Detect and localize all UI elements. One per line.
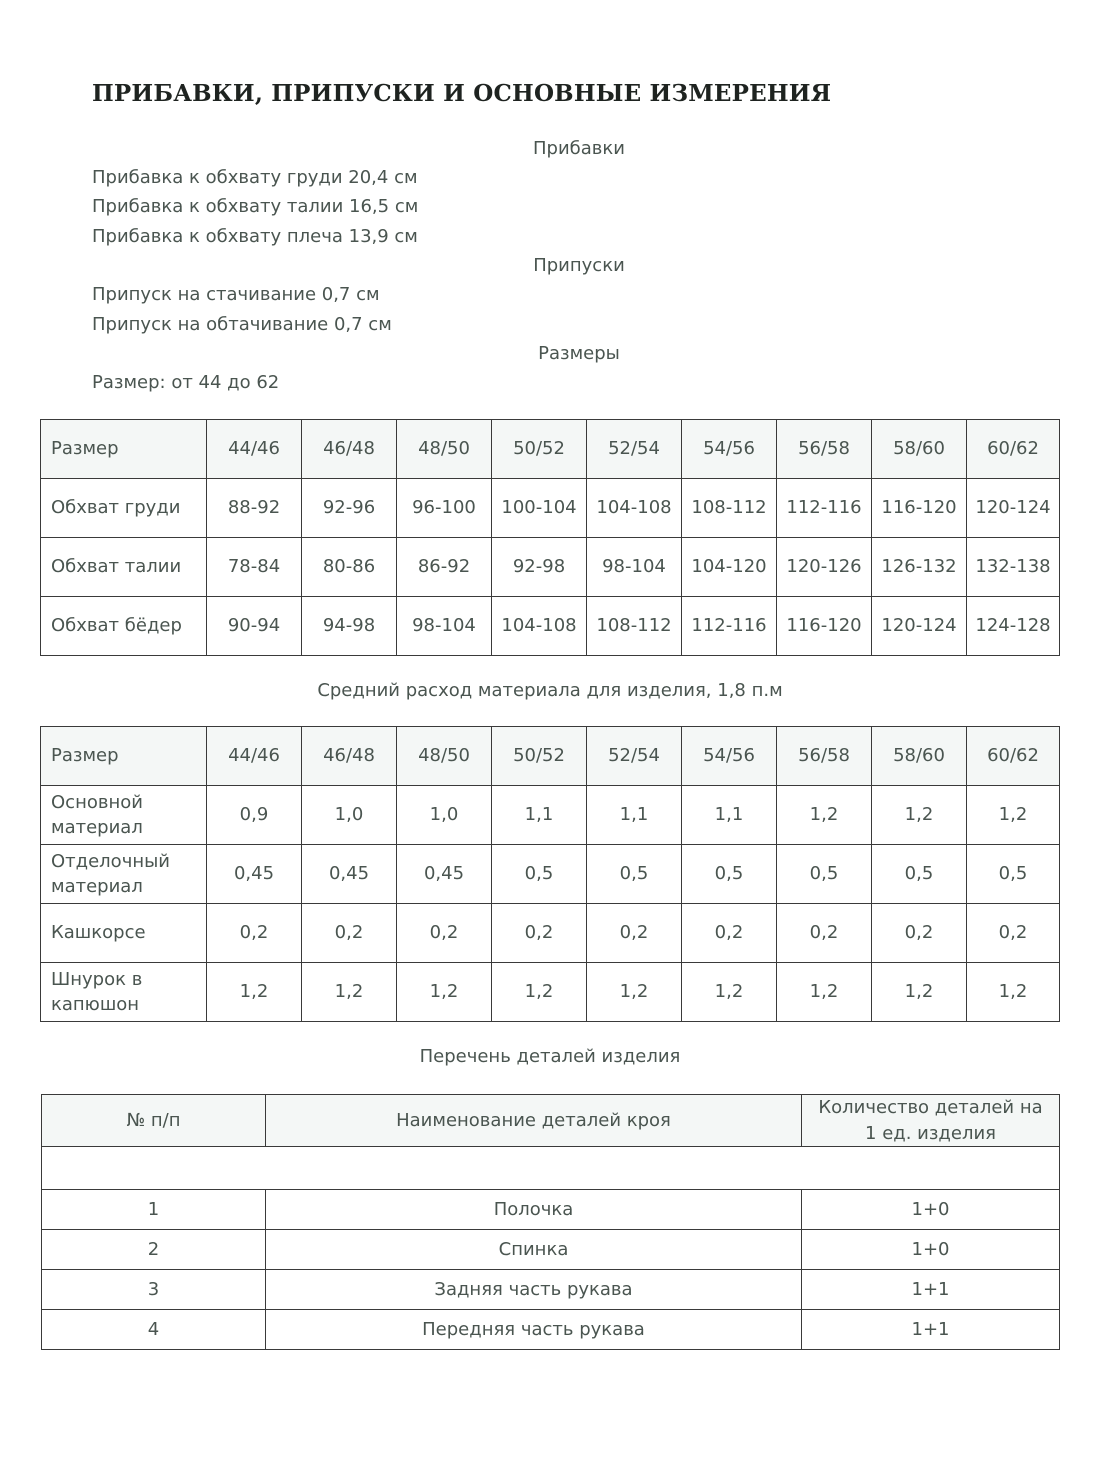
table-cell: 1,2 — [207, 963, 302, 1022]
table-cell: 112-116 — [682, 597, 777, 656]
row-label: Обхват талии — [41, 538, 207, 597]
header-cell: 48/50 — [397, 420, 492, 479]
empty-row — [42, 1147, 1060, 1190]
header-cell: 58/60 — [872, 420, 967, 479]
table-row — [42, 1190, 1060, 1230]
header-cell: 46/48 — [302, 420, 397, 479]
row-label: Отделочный материал — [41, 845, 207, 904]
table-cell: 108-112 — [682, 479, 777, 538]
table-cell: 0,45 — [207, 845, 302, 904]
table-cell: 92-98 — [492, 538, 587, 597]
table-cell: 104-108 — [492, 597, 587, 656]
table-cell: 1,0 — [397, 786, 492, 845]
header-cell: 60/62 — [967, 727, 1060, 786]
table-row — [41, 786, 1060, 845]
seam-allowance-line: Припуск на стачивание 0,7 см — [92, 284, 380, 305]
table-cell: 0,2 — [397, 904, 492, 963]
table-row — [41, 963, 1060, 1022]
header-cell: 50/52 — [492, 420, 587, 479]
header-cell: 46/48 — [302, 727, 397, 786]
table-cell: 4 — [42, 1310, 266, 1350]
table-cell: 0,5 — [967, 845, 1060, 904]
row-label: Обхват бёдер — [41, 597, 207, 656]
table-cell: 78-84 — [207, 538, 302, 597]
table-cell: 90-94 — [207, 597, 302, 656]
header-cell: 60/62 — [967, 420, 1060, 479]
table-cell: 126-132 — [872, 538, 967, 597]
table-cell: 88-92 — [207, 479, 302, 538]
table-cell: 86-92 — [397, 538, 492, 597]
table-cell: 1,2 — [492, 963, 587, 1022]
table-cell: 92-96 — [302, 479, 397, 538]
table-cell: Полочка — [266, 1190, 802, 1230]
allowance-line: Прибавка к обхвату груди 20,4 см — [92, 167, 418, 188]
header-cell: 56/58 — [777, 727, 872, 786]
table-cell: 2 — [42, 1230, 266, 1270]
header-cell: 56/58 — [777, 420, 872, 479]
table-cell: 120-124 — [967, 479, 1060, 538]
header-cell: Размер — [41, 727, 207, 786]
table-cell: 98-104 — [397, 597, 492, 656]
table-cell: 96-100 — [397, 479, 492, 538]
table-cell: 1,2 — [397, 963, 492, 1022]
table-cell: 100-104 — [492, 479, 587, 538]
table-cell: 1,2 — [777, 963, 872, 1022]
table-cell: 120-124 — [872, 597, 967, 656]
page-title: ПРИБАВКИ, ПРИПУСКИ И ОСНОВНЫЕ ИЗМЕРЕНИЯ — [92, 80, 832, 107]
seam-allowances-heading: Припуски — [533, 255, 625, 276]
table-row — [41, 538, 1060, 597]
table-row — [42, 1230, 1060, 1270]
header-cell: № п/п — [42, 1095, 266, 1147]
table-cell: 1,1 — [492, 786, 587, 845]
table-row — [41, 597, 1060, 656]
measurements-table — [40, 419, 1060, 656]
header-cell: 50/52 — [492, 727, 587, 786]
size-range-line: Размер: от 44 до 62 — [92, 372, 280, 393]
table-cell: 0,5 — [872, 845, 967, 904]
table-cell: 0,2 — [682, 904, 777, 963]
table-cell: 80-86 — [302, 538, 397, 597]
table-cell: 1,2 — [682, 963, 777, 1022]
header-cell: 52/54 — [587, 727, 682, 786]
header-cell: 58/60 — [872, 727, 967, 786]
table-cell: 0,2 — [207, 904, 302, 963]
table-cell: 3 — [42, 1270, 266, 1310]
table-cell: 0,2 — [587, 904, 682, 963]
table-cell: 1,1 — [587, 786, 682, 845]
table-cell: 1,2 — [872, 963, 967, 1022]
header-cell: Размер — [41, 420, 207, 479]
table-row — [41, 904, 1060, 963]
table-cell: 1+0 — [802, 1190, 1060, 1230]
table-header-row — [41, 420, 1060, 479]
parts-caption: Перечень деталей изделия — [419, 1046, 681, 1067]
table-cell: 104-108 — [587, 479, 682, 538]
table-cell: 1+0 — [802, 1230, 1060, 1270]
table-cell: 0,45 — [397, 845, 492, 904]
table-cell: 0,5 — [492, 845, 587, 904]
table-cell: 112-116 — [777, 479, 872, 538]
table-cell: 0,2 — [872, 904, 967, 963]
table-cell: 0,2 — [492, 904, 587, 963]
table-cell: Передняя часть рукава — [266, 1310, 802, 1350]
table-cell: 0,5 — [587, 845, 682, 904]
table-cell: 98-104 — [587, 538, 682, 597]
table-cell: 116-120 — [777, 597, 872, 656]
allowance-line: Прибавка к обхвату талии 16,5 см — [92, 196, 419, 217]
table-cell: 1 — [42, 1190, 266, 1230]
table-cell: 0,2 — [302, 904, 397, 963]
row-label: Шнурок в капюшон — [41, 963, 207, 1022]
table-cell: Спинка — [266, 1230, 802, 1270]
table-cell: 116-120 — [872, 479, 967, 538]
allowance-line: Прибавка к обхвату плеча 13,9 см — [92, 226, 418, 247]
table-cell: 132-138 — [967, 538, 1060, 597]
table-header-row — [41, 727, 1060, 786]
table-cell: 1+1 — [802, 1270, 1060, 1310]
empty-cell — [42, 1147, 1060, 1190]
parts-table — [41, 1094, 1060, 1350]
header-cell: 44/46 — [207, 727, 302, 786]
header-cell: 48/50 — [397, 727, 492, 786]
table-row — [42, 1310, 1060, 1350]
row-label: Обхват груди — [41, 479, 207, 538]
seam-allowance-line: Припуск на обтачивание 0,7 см — [92, 314, 392, 335]
table-cell: 1,0 — [302, 786, 397, 845]
table-cell: 1,1 — [682, 786, 777, 845]
table-cell: 1,2 — [967, 786, 1060, 845]
header-cell: Наименование деталей кроя — [266, 1095, 802, 1147]
table-row — [42, 1270, 1060, 1310]
table-cell: 0,2 — [967, 904, 1060, 963]
header-cell: 52/54 — [587, 420, 682, 479]
table-header-row — [42, 1095, 1060, 1147]
table-cell: 1+1 — [802, 1310, 1060, 1350]
table-row — [41, 479, 1060, 538]
header-cell: 54/56 — [682, 420, 777, 479]
allowances-heading: Прибавки — [533, 138, 625, 159]
table-cell: 1,2 — [777, 786, 872, 845]
table-cell: 108-112 — [587, 597, 682, 656]
table-cell: 1,2 — [967, 963, 1060, 1022]
table-cell: 1,2 — [872, 786, 967, 845]
table-cell: 0,5 — [777, 845, 872, 904]
header-cell: 44/46 — [207, 420, 302, 479]
table-cell: 104-120 — [682, 538, 777, 597]
table-cell: 0,45 — [302, 845, 397, 904]
material-table — [40, 726, 1060, 1022]
table-cell: 124-128 — [967, 597, 1060, 656]
table-cell: 94-98 — [302, 597, 397, 656]
row-label: Кашкорсе — [41, 904, 207, 963]
table-cell: 0,9 — [207, 786, 302, 845]
material-caption: Средний расход материала для изделия, 1,8 п.м — [317, 680, 783, 701]
table-cell: 0,2 — [777, 904, 872, 963]
table-cell: 0,5 — [682, 845, 777, 904]
table-cell: Задняя часть рукава — [266, 1270, 802, 1310]
sizes-heading: Размеры — [538, 343, 620, 364]
table-cell: 1,2 — [587, 963, 682, 1022]
header-cell: 54/56 — [682, 727, 777, 786]
table-row — [41, 845, 1060, 904]
header-cell: Количество деталей на 1 ед. изделия — [802, 1095, 1060, 1147]
table-cell: 120-126 — [777, 538, 872, 597]
table-cell: 1,2 — [302, 963, 397, 1022]
row-label: Основной материал — [41, 786, 207, 845]
